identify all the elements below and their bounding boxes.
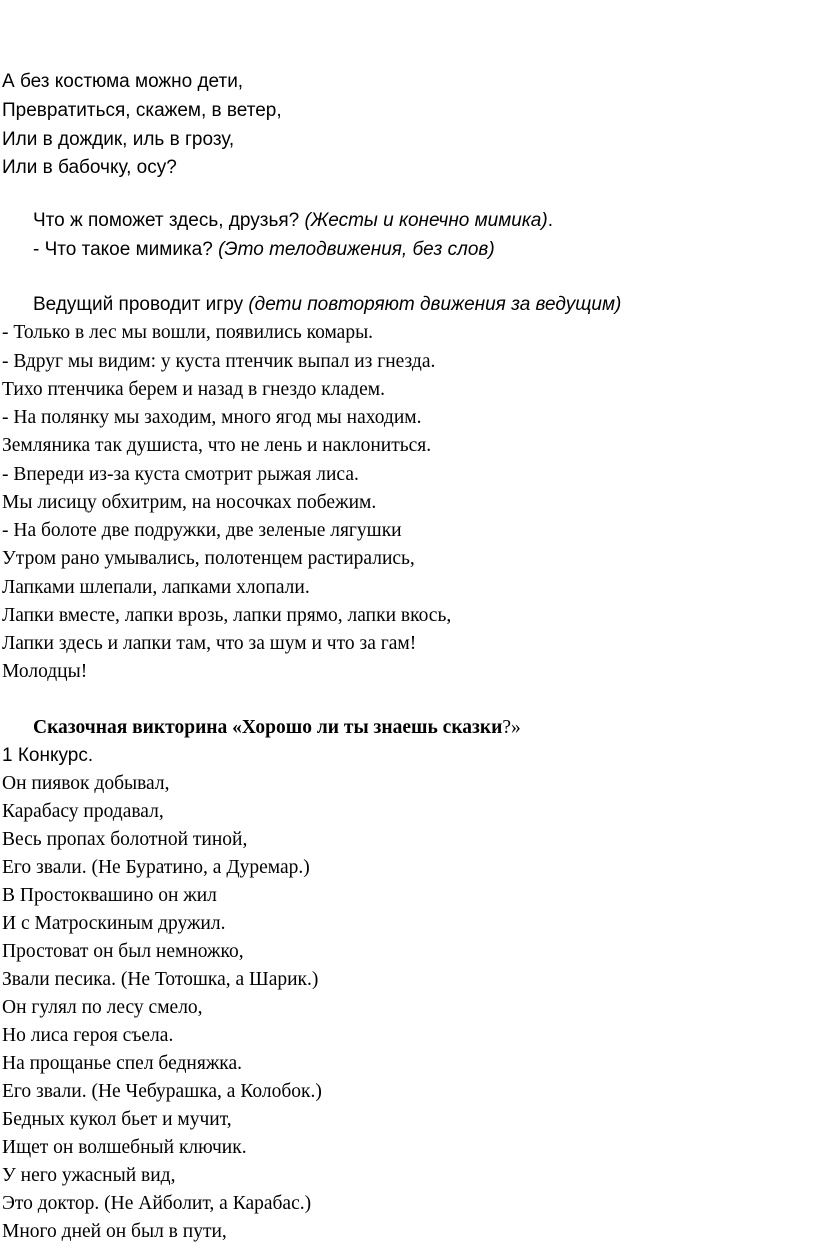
- intro-line: Превратиться, скажем, в ветер,: [2, 100, 282, 121]
- game-line: Утром рано умывались, полотенцем растирались,: [2, 548, 415, 569]
- riddle-line: И с Матроскиным дружил.: [2, 913, 226, 934]
- riddle-line: Карабасу продавал,: [2, 801, 164, 822]
- game-line: - На полянку мы заходим, много ягод мы находим.: [2, 407, 422, 428]
- answer-punctuation: .: [547, 210, 553, 231]
- game-line: Земляника так душиста, что не лень и наклониться.: [2, 435, 432, 456]
- game-line: - На болоте две подружки, две зеленые лягушки: [2, 520, 402, 541]
- quiz-title: [33, 718, 521, 738]
- riddle-line: У него ужасный вид,: [2, 1165, 176, 1186]
- intro-line: Или в дождик, иль в грозу,: [2, 129, 235, 150]
- riddle-line: Он пиявок добывал,: [2, 773, 170, 794]
- game-intro: [33, 295, 621, 314]
- riddle-line: Он гулял по лесу смело,: [2, 997, 203, 1018]
- riddle-line: Его звали. (Не Буратино, а Дуремар.): [2, 857, 310, 878]
- game-line: - Только в лес мы вошли, появились комары.: [2, 322, 374, 343]
- quiz-title-text: Сказочная викторина «Хорошо ли ты знаешь сказки: [33, 717, 503, 738]
- game-line: Лапки вместе, лапки врозь, лапки прямо, лапки вкось,: [2, 605, 452, 626]
- game-line: Лапками шлепали, лапками хлопали.: [2, 577, 310, 598]
- riddle-line: В Простоквашино он жил: [2, 885, 217, 906]
- answer-text: (Жесты и конечно мимика): [304, 210, 548, 231]
- riddle-line: Его звали. (Не Чебурашка, а Колобок.): [2, 1081, 322, 1102]
- riddle-line: Ищет он волшебный ключик.: [2, 1137, 247, 1158]
- answer-text: (Это телодвижения, без слов): [218, 239, 495, 260]
- game-line: Мы лисицу обхитрим, на носочках побежим.: [2, 492, 377, 513]
- game-line: - Вдруг мы видим: у куста птенчик выпал из гнезда.: [2, 351, 436, 372]
- question-text: - Что такое мимика?: [33, 239, 213, 260]
- riddle-line: Много дней он был в пути,: [2, 1221, 227, 1242]
- dialogue-question-1: [33, 211, 553, 230]
- contest-label: 1 Конкурс.: [2, 745, 94, 766]
- riddle-line: Простоват он был немножко,: [2, 941, 244, 962]
- intro-line: А без костюма можно дети,: [2, 71, 244, 92]
- game-note: (дети повторяют движения за ведущим): [248, 294, 622, 315]
- quiz-title-end: ?»: [502, 717, 521, 738]
- riddle-line: Но лиса героя съела.: [2, 1025, 174, 1046]
- dialogue-question-2: [33, 240, 495, 259]
- game-line: - Впереди из-за куста смотрит рыжая лиса.: [2, 464, 359, 485]
- game-lead: Ведущий проводит игру: [33, 294, 244, 315]
- question-text: Что ж поможет здесь, друзья?: [33, 210, 300, 231]
- riddle-line: На прощанье спел бедняжка.: [2, 1053, 242, 1074]
- intro-line: Или в бабочку, осу?: [2, 157, 177, 178]
- game-line: Лапки здесь и лапки там, что за шум и что за гам!: [2, 633, 417, 654]
- riddle-line: Звали песика. (Не Тотошка, а Шарик.): [2, 969, 319, 990]
- riddle-line: Весь пропах болотной тиной,: [2, 829, 248, 850]
- game-line: Тихо птенчика берем и назад в гнездо кладем.: [2, 379, 385, 400]
- game-line: Молодцы!: [2, 661, 88, 682]
- riddle-line: Это доктор. (Не Айболит, а Карабас.): [2, 1193, 312, 1214]
- riddle-line: Бедных кукол бьет и мучит,: [2, 1109, 232, 1130]
